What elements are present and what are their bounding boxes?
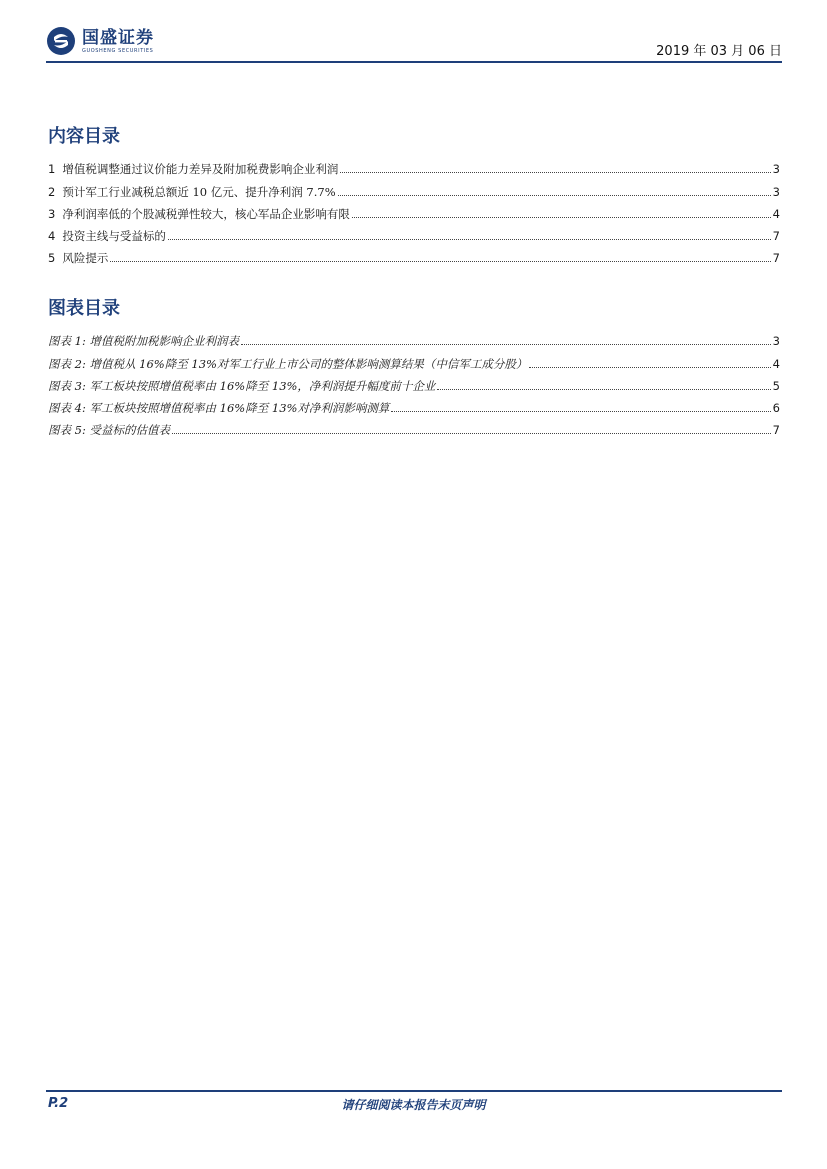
- toc-item-number: 2: [48, 184, 56, 199]
- toc-item-number: 5: [48, 251, 56, 266]
- toc-item-text: 投资主线与受益标的: [62, 229, 166, 244]
- dot-leader: [340, 171, 770, 173]
- toc-item-number: 3: [48, 206, 56, 221]
- figures-title: 图表目录: [48, 298, 120, 319]
- figure-item[interactable]: [48, 326, 780, 348]
- figure-item[interactable]: [48, 348, 780, 370]
- report-date: 2019 年 03 月 06 日: [656, 44, 782, 59]
- page-header: [46, 26, 782, 62]
- toc-item-page: 4: [772, 206, 780, 221]
- dot-leader: [172, 432, 771, 434]
- figure-item-text: 图表 3: 军工板块按照增值税率由 16%降至 13%，净利润提升幅度前十企业: [48, 378, 436, 393]
- figure-item-page: 6: [772, 401, 780, 416]
- toc-item[interactable]: [48, 154, 780, 176]
- toc-item[interactable]: [48, 176, 780, 198]
- toc-item-page: 7: [772, 229, 780, 244]
- figure-item-text: 图表 2: 增值税从 16%降至 13%对军工行业上市公司的整体影响测算结果（中信军工成分股）: [48, 356, 528, 371]
- toc-item-page: 7: [772, 251, 780, 266]
- figure-item[interactable]: [48, 371, 780, 393]
- toc-item-page: 3: [772, 162, 780, 177]
- toc-item[interactable]: [48, 243, 780, 265]
- toc-item-number: 1: [48, 162, 56, 177]
- contents-list: [48, 154, 780, 265]
- figure-item[interactable]: [48, 415, 780, 437]
- brand-logo: [46, 26, 154, 56]
- dot-leader: [168, 238, 771, 240]
- page-number: P.2: [48, 1096, 69, 1111]
- figure-item-text: 图表 4: 军工板块按照增值税率由 16%降至 13%对净利润影响测算: [48, 401, 390, 416]
- footer-divider: [46, 1090, 782, 1092]
- toc-item-text: 净利润率低的个股减税弹性较大，核心军品企业影响有限: [62, 206, 350, 221]
- dot-leader: [391, 410, 770, 412]
- figures-list: [48, 326, 780, 437]
- dot-leader: [241, 343, 771, 345]
- toc-item-text: 增值税调整通过议价能力差异及附加税费影响企业利润: [62, 162, 339, 177]
- dot-leader: [437, 388, 770, 390]
- toc-item[interactable]: [48, 221, 780, 243]
- figure-item-page: 5: [772, 378, 780, 393]
- dot-leader: [529, 366, 770, 368]
- toc-item-text: 风险提示: [62, 251, 109, 266]
- figure-item-page: 7: [772, 423, 780, 438]
- figure-item[interactable]: [48, 393, 780, 415]
- dot-leader: [352, 216, 771, 218]
- figure-item-text: 图表 5: 受益标的估值表: [48, 423, 171, 438]
- contents-title: 内容目录: [48, 126, 120, 147]
- header-divider: [46, 61, 782, 63]
- toc-item-number: 4: [48, 229, 56, 244]
- dot-leader: [110, 260, 770, 262]
- figure-item-page: 3: [772, 334, 780, 349]
- toc-item-page: 3: [772, 184, 780, 199]
- toc-item-text: 预计军工行业减税总额近 10 亿元、提升净利润 7.7%: [62, 184, 336, 199]
- brand-subtitle: GUOSHENG SECURITIES: [82, 47, 154, 54]
- guosheng-logo-icon: [46, 26, 76, 56]
- footer-disclaimer: 请仔细阅读本报告末页声明: [341, 1098, 486, 1112]
- figure-item-page: 4: [772, 356, 780, 371]
- figure-item-text: 图表 1: 增值税附加税影响企业利润表: [48, 334, 240, 349]
- dot-leader: [338, 194, 771, 196]
- toc-item[interactable]: [48, 199, 780, 221]
- brand-name: 国盛证券: [82, 27, 154, 48]
